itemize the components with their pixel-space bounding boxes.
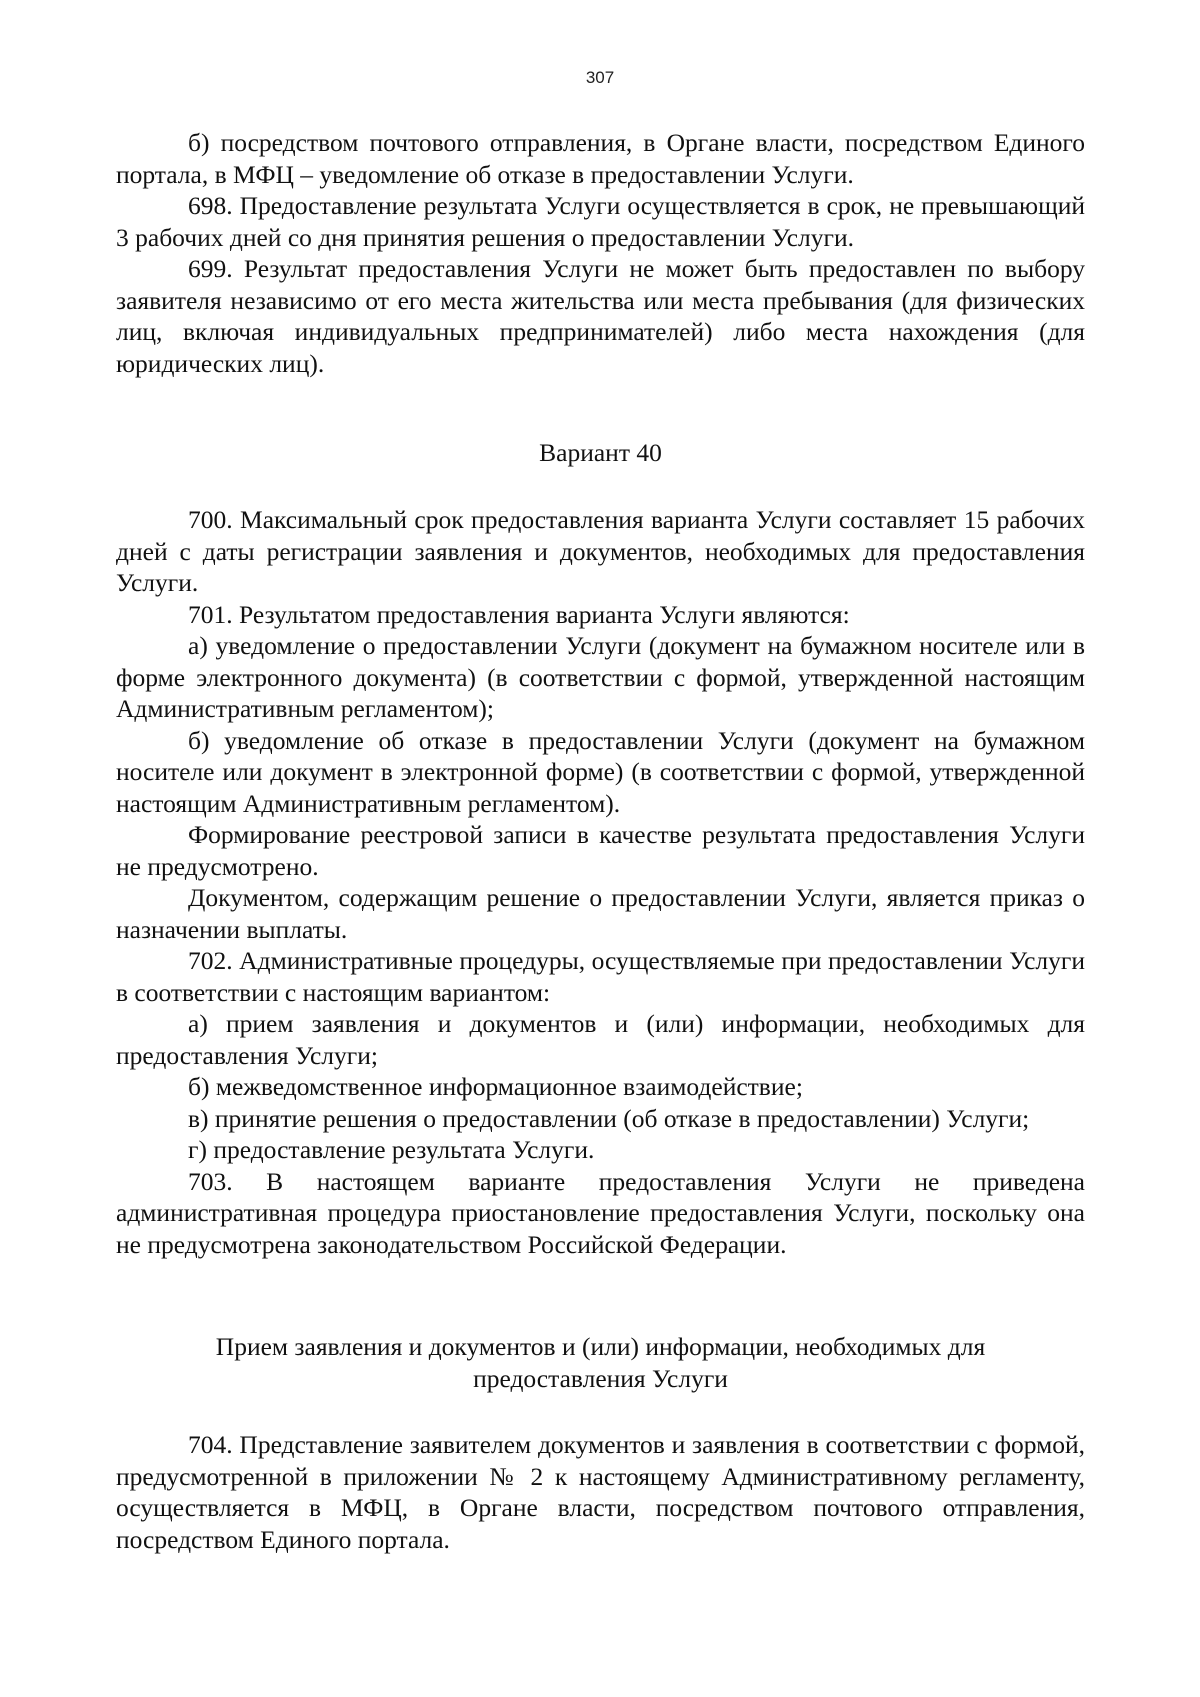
section-heading xyxy=(116,1331,1085,1395)
paragraph-698: 698. Предоставление результата Услуги осуществляется в срок, не превышающий 3 рабочих дней со дня принятия решения о предоставлении Услуги. xyxy=(116,191,1085,252)
paragraph-700: 700. Максимальный срок предоставления варианта Услуги составляет 15 рабочих дней с даты регистрации заявления и документов, необходимых для предоставления Услуги. xyxy=(116,505,1085,597)
paragraph-702a: а) прием заявления и документов и (или) информации, необходимых для предоставления Услуги; xyxy=(116,1009,1085,1070)
page-number: 307 xyxy=(585,68,615,87)
paragraph-703: 703. В настоящем варианте предоставления Услуги не приведена административная процедура приостановление предоставления Услуги, поскольку она не предусмотрена законодательством Российской Федерации. xyxy=(116,1166,1085,1259)
paragraph-702c: в) принятие решения о предоставлении (об отказе в предоставлении) Услуги; xyxy=(188,1103,1030,1133)
paragraph-701a: а) уведомление о предоставлении Услуги (документ на бумажном носителе или в форме электронного документа) (в соответствии с формой, утвержденной настоящим Административным регламентом); xyxy=(116,631,1085,723)
paragraph-702d: г) предоставление результата Услуги. xyxy=(188,1135,595,1164)
paragraph-block-3 xyxy=(116,1429,1085,1555)
paragraph-697b: б) посредством почтового отправления, в Органе власти, посредством Единого портала, в МФЦ – уведомление об отказе в предоставлении Услуги. xyxy=(116,128,1085,189)
paragraph-701b: б) уведомление об отказе в предоставлении Услуги (документ на бумажном носителе или документ в электронной форме) (в соответствии с формой, утвержденной настоящим Административным регламентом). xyxy=(116,725,1085,818)
paragraph-704: 704. Представление заявителем документов и заявления в соответствии с формой, предусмотренной в приложении № 2 к настоящему Административному регламенту, осуществляется в МФЦ, в Органе власти, посредством почтового отправления, посредством Единого портала. xyxy=(116,1430,1085,1554)
variant-heading: Вариант 40 xyxy=(539,438,662,467)
paragraph-block-1 xyxy=(116,127,1085,379)
section-heading-line-1: Прием заявления и документов и (или) информации, необходимых для xyxy=(215,1332,986,1361)
paragraph-registry-note: Формирование реестровой записи в качестве результата предоставления Услуги не предусмотрено. xyxy=(116,820,1085,881)
paragraph-702b: б) межведомственное информационное взаимодействие; xyxy=(188,1072,803,1101)
paragraph-701: 701. Результатом предоставления варианта Услуги являются: xyxy=(188,599,850,629)
section-heading-line-2: предоставления Услуги xyxy=(473,1364,728,1393)
paragraph-block-2 xyxy=(116,504,1085,1260)
paragraph-decision-document: Документом, содержащим решение о предоставлении Услуги, является приказ о назначении выплаты. xyxy=(116,883,1085,944)
paragraph-699: 699. Результат предоставления Услуги не может быть предоставлен по выбору заявителя независимо от его места жительства или места пребывания (для физических лиц, включая индивидуальных предпринимателей) либо места нахождения (для юридических лиц). xyxy=(116,254,1085,378)
paragraph-702: 702. Административные процедуры, осуществляемые при предоставлении Услуги в соответствии с настоящим вариантом: xyxy=(116,946,1085,1007)
